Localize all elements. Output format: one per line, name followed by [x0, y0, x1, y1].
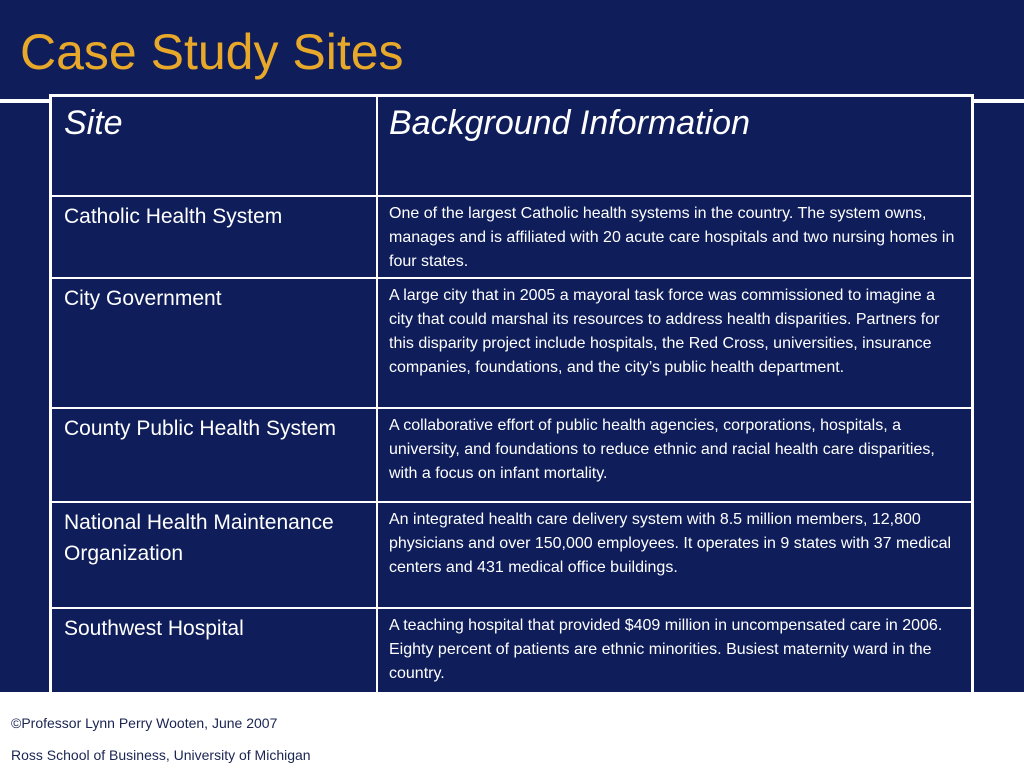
site-cell [52, 608, 377, 693]
site-name: City Government [64, 287, 222, 310]
site-name: County Public Health System [64, 417, 336, 440]
sites-table-container [49, 94, 974, 692]
footer-affiliation: Ross School of Business, University of Michigan [11, 747, 311, 763]
info-cell [377, 278, 971, 408]
site-name: Southwest Hospital [64, 617, 244, 640]
header-info-label: Background Information [389, 104, 750, 142]
site-cell [52, 408, 377, 502]
footer-copyright: ©Professor Lynn Perry Wooten, June 2007 [11, 715, 278, 731]
slide-title: Case Study Sites [20, 24, 404, 80]
table-row [52, 502, 971, 608]
info-cell [377, 196, 971, 278]
table-row [52, 278, 971, 408]
sites-table [52, 97, 971, 693]
header-site [52, 97, 377, 196]
site-info: One of the largest Catholic health systems in the country. The system owns, manages and is affiliated with 20 acute care hospitals and two nursing homes in four states. [389, 205, 955, 270]
site-name: National Health Maintenance Organization [64, 511, 334, 565]
table-row [52, 408, 971, 502]
site-cell [52, 196, 377, 278]
table-row [52, 608, 971, 693]
table-header-row [52, 97, 971, 196]
table-row [52, 196, 971, 278]
site-name: Catholic Health System [64, 205, 283, 228]
site-cell [52, 278, 377, 408]
site-info: A collaborative effort of public health agencies, corporations, hospitals, a university, and foundations to reduce ethnic and racial health care disparities, with a focus on infant mortality. [389, 417, 935, 482]
site-info: A teaching hospital that provided $409 million in uncompensated care in 2006. Eighty percent of patients are ethnic minorities. Busiest maternity ward in the country. [389, 617, 943, 682]
site-info: An integrated health care delivery system with 8.5 million members, 12,800 physicians and over 150,000 employees. It operates in 9 states with 37 medical centers and 431 medical office buildings. [389, 511, 952, 576]
site-cell [52, 502, 377, 608]
header-info [377, 97, 971, 196]
info-cell [377, 608, 971, 693]
site-info: A large city that in 2005 a mayoral task force was commissioned to imagine a city that could marshal its resources to address health disparities. Partners for this disparity project include hospitals, the Red Cross, universities, insurance companies, foundations, and the city’s public health department. [389, 287, 940, 376]
header-site-label: Site [64, 104, 123, 142]
info-cell [377, 408, 971, 502]
info-cell [377, 502, 971, 608]
